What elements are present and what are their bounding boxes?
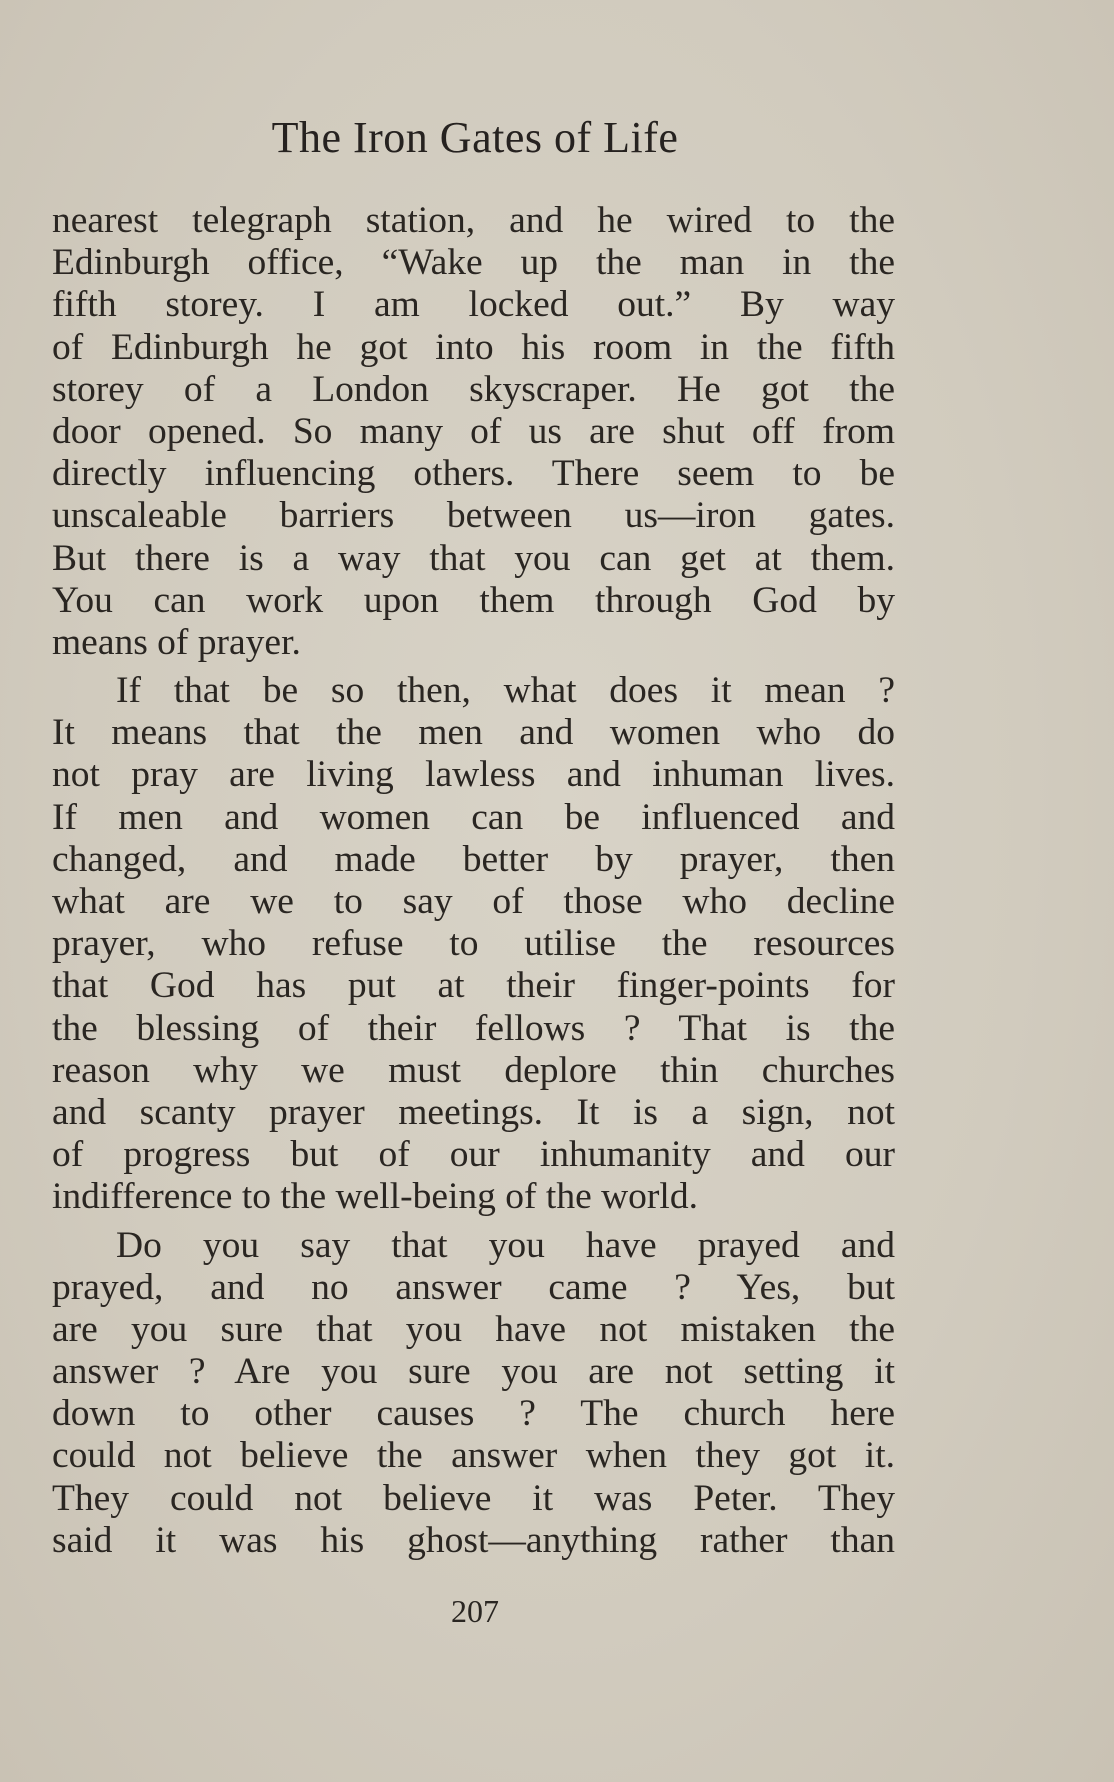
text-line: said it was his ghost—anything rather than — [52, 1519, 895, 1561]
text-line: prayed, and no answer came ? Yes, but — [52, 1266, 895, 1308]
text-line: storey of a London skyscraper. He got the — [52, 368, 895, 410]
text-line: reason why we must deplore thin churches — [52, 1049, 895, 1091]
text-line: down to other causes ? The church here — [52, 1393, 895, 1435]
text-line: are you sure that you have not mistaken the — [52, 1308, 895, 1350]
text-line: changed, and made better by prayer, then — [52, 838, 895, 880]
page-number: 207 — [451, 1593, 499, 1629]
text-line: indifference to the well-being of the world. — [52, 1176, 698, 1218]
text-line: means of prayer. — [52, 621, 301, 663]
text-line: and scanty prayer meetings. It is a sign, not — [52, 1091, 895, 1133]
text-line: prayer, who refuse to utilise the resources — [52, 923, 895, 965]
text-line: Edinburgh office, “Wake up the man in the — [52, 242, 895, 284]
text-line: If that be so then, what does it mean ? — [116, 670, 895, 712]
text-line: could not believe the answer when they got it. — [52, 1435, 895, 1477]
text-line: directly influencing others. There seem to be — [52, 453, 895, 495]
text-line: Do you say that you have prayed and — [116, 1224, 895, 1266]
text-line: It means that the men and women who do — [52, 712, 895, 754]
text-line: unscaleable barriers between us—iron gates. — [52, 495, 895, 537]
text-line: nearest telegraph station, and he wired to the — [52, 200, 895, 241]
text-line: If men and women can be influenced and — [52, 796, 895, 838]
paragraph-3 — [52, 1225, 895, 1563]
text-line: door opened. So many of us are shut off from — [52, 410, 895, 452]
paragraph-2 — [52, 670, 895, 1218]
body-text — [52, 200, 895, 1562]
text-line: not pray are living lawless and inhuman lives. — [52, 754, 895, 796]
text-line: They could not believe it was Peter. They — [52, 1477, 895, 1519]
text-line: But there is a way that you can get at them. — [52, 537, 895, 579]
paragraph-1 — [52, 200, 895, 664]
text-line: You can work upon them through God by — [52, 579, 895, 621]
text-line: of Edinburgh he got into his room in the fifth — [52, 326, 895, 368]
running-head: The Iron Gates of Life — [271, 113, 679, 162]
text-line: fifth storey. I am locked out.” By way — [52, 284, 895, 326]
text-line: what are we to say of those who decline — [52, 881, 895, 922]
text-line: that God has put at their finger-points for — [52, 965, 895, 1007]
text-line: of progress but of our inhumanity and our — [52, 1134, 895, 1176]
text-line: answer ? Are you sure you are not setting it — [52, 1351, 895, 1393]
text-line: the blessing of their fellows ? That is the — [52, 1007, 895, 1049]
